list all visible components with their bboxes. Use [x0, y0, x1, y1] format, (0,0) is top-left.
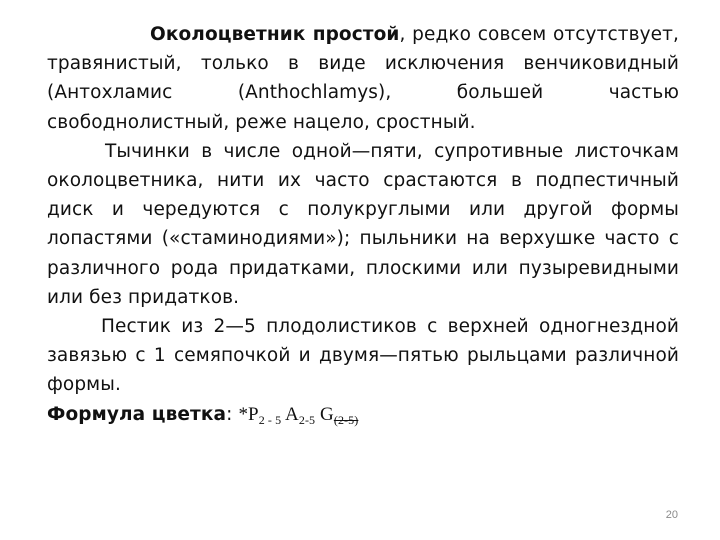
perianth-term: Околоцветник простой [150, 24, 400, 45]
perianth-count: 2 - 5 [258, 412, 282, 427]
perianth-symbol: *P [238, 403, 259, 425]
perianth-description: , редко совсем отсутствует, травянистый, только в виде исключения венчиковидный (Антохламис (Anthochlamys), большей частью свободнолистный, реже нацело, сростный. [47, 24, 679, 133]
paragraph-perianth [47, 20, 679, 137]
gynoecium-count: (2-5) [333, 412, 359, 427]
androecium-count: 2-5 [298, 412, 316, 427]
paragraph-pistil [47, 312, 679, 400]
formula-label: Формула цветка [47, 403, 227, 425]
slide-body-text [47, 20, 679, 429]
androecium-symbol: A [285, 403, 299, 425]
formula-colon: : [226, 403, 233, 425]
stamens-description: Тычинки в числе одной—пяти, супротивные листочкам околоцветника, нити их часто срастаются в подпестичный диск и чередуются с полукруглыми или другой формы лопастями («стаминодиями»); пыльники на верхушке часто с различного рода придатками, плоскими или пузыревидными или без придатков. [47, 140, 679, 308]
page-number: 20 [665, 509, 678, 521]
paragraph-stamens [47, 137, 679, 312]
pistil-description: Пестик из 2—5 плодолистиков с верхней одногнездной завязью с 1 семяпочкой и двумя—пятью рыльцами различной формы. [47, 316, 679, 396]
flower-formula [238, 404, 358, 425]
gynoecium-symbol: G [320, 403, 334, 425]
flower-formula-line [47, 400, 679, 429]
